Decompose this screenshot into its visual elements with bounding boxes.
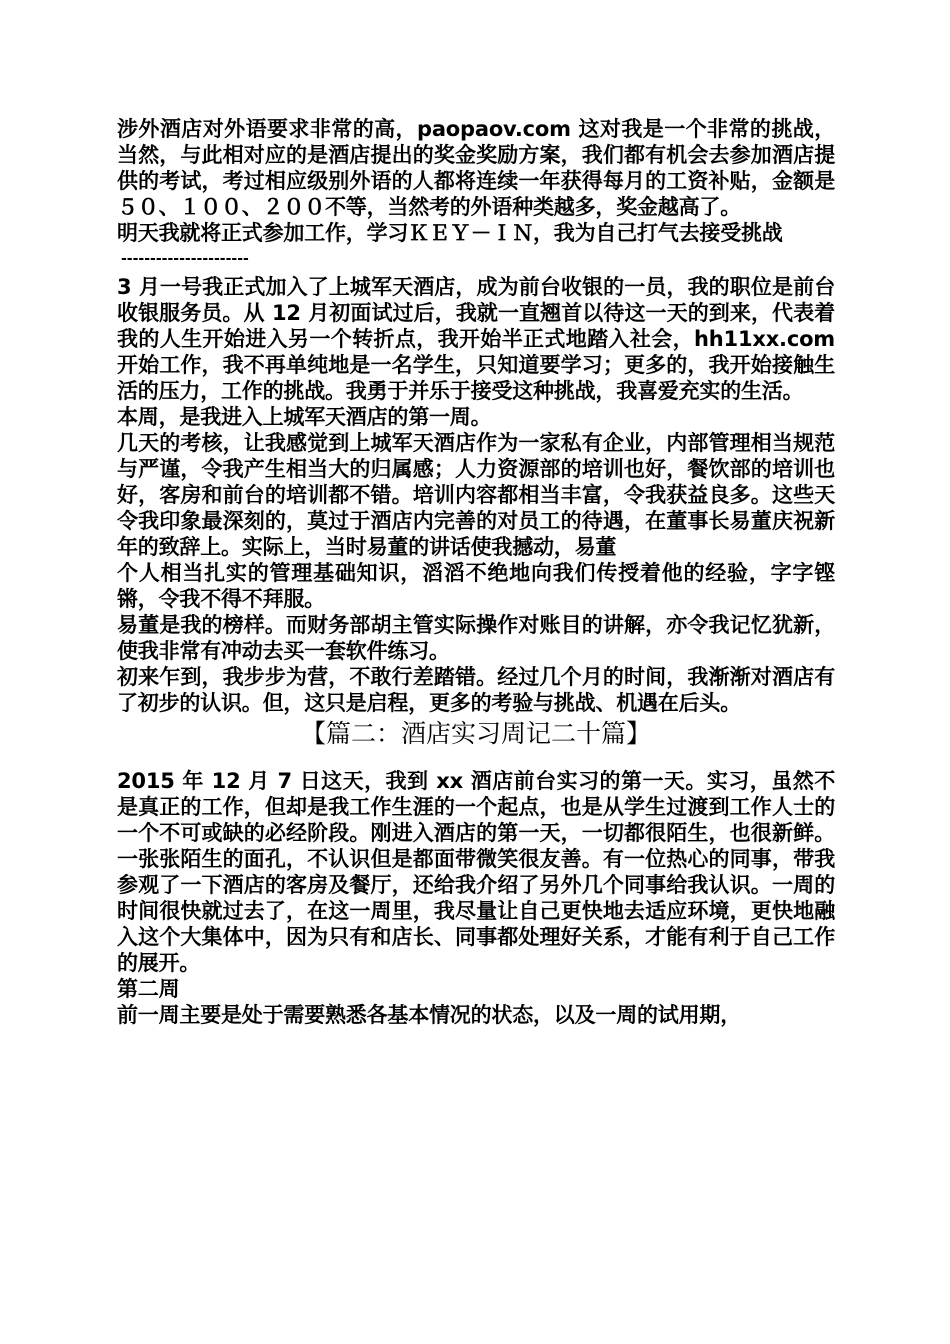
paragraph-management-knowledge: 个人相当扎实的管理基础知识，滔滔不绝地向我们传授着他的经验，字字铿锵，令我不得不拜服。: [117, 561, 835, 611]
paragraph-new-arrival: 初来乍到，我步步为营，不敢行差踏错。经过几个月的时间，我渐渐对酒店有了初步的认识。但，这只是启程，更多的考验与挑战、机遇在后头。: [117, 665, 835, 715]
section-heading: 【篇二：酒店实习周记二十篇】: [300, 719, 651, 748]
paragraph-first-week: 本周，是我进入上城军天酒店的第一周。: [117, 405, 492, 429]
paragraph-role-model: 易董是我的榜样。而财务部胡主管实际操作对账目的讲解，亦令我记忆犹新，使我非常有冲动去买一套软件练习。: [117, 613, 835, 663]
paragraph-first-day: 2015 年 12 月 7 日这天，我到 xx 酒店前台实习的第一天。实习，虽然不是真正的工作，但却是我工作生涯的一个起点，也是从学生过渡到工作人士的一个不可或缺的必经阶段。刚进入酒店的第一天，一切都很陌生，也很新鲜。一张张陌生的面孔，不认识但是都面带微笑很友善。有一位热心的同事，带我参观了一下酒店的客房及餐厅，还给我介绍了另外几个同事给我认识。一周的时间很快就过去了，在这一周里，我尽量让自己更快地去适应环境，更快地融入这个大集体中，因为只有和店长、同事都处理好关系，才能有利于自己工作的展开。: [117, 769, 835, 975]
document-page: [117, 116, 835, 1028]
separator-line: ----------------------: [121, 251, 249, 267]
paragraph-tomorrow-work: 明天我就将正式参加工作，学习ＫＥＹ－ＩＮ，我为自己打气去接受挑战: [117, 221, 783, 245]
paragraph-previous-week: 前一周主要是处于需要熟悉各基本情况的状态，以及一周的试用期，: [117, 1003, 741, 1027]
paragraph-joined-hotel: 3 月一号我正式加入了上城军天酒店，成为前台收银的一员，我的职位是前台收银服务员。从 12 月初面试过后，我就一直翘首以待这一天的到来，代表着我的人生开始进入另一个转折点，我开始半正式地踏入社会，hh11xx.com 开始工作，我不再单纯地是一名学生，只知道要学习；更多的，我开始接触生活的压力，工作的挑战。我勇于并乐于接受这种挑战，我喜爱充实的生活。: [117, 275, 835, 403]
paragraph-week-two-title: 第二周: [117, 977, 180, 1001]
paragraph-assessment: 几天的考核，让我感觉到上城军天酒店作为一家私有企业，内部管理相当规范与严谨，令我产生相当大的归属感；人力资源部的培训也好，餐饮部的培训也好，客房和前台的培训都不错。培训内容都相当丰富，令我获益良多。这些天令我印象最深刻的，莫过于酒店内完善的对员工的待遇，在董事长易董庆祝新年的致辞上。实际上，当时易董的讲话使我撼动，易董: [117, 431, 835, 559]
paragraph-foreign-language: 涉外酒店对外语要求非常的高，paopaov.com 这对我是一个非常的挑战，当然，与此相对应的是酒店提出的奖金奖励方案，我们都有机会去参加酒店提供的考试，考过相应级别外语的人都将连续一年获得每月的工资补贴，金额是５０、１００、２００不等，当然考的外语种类越多，奖金越高了。: [117, 117, 835, 219]
